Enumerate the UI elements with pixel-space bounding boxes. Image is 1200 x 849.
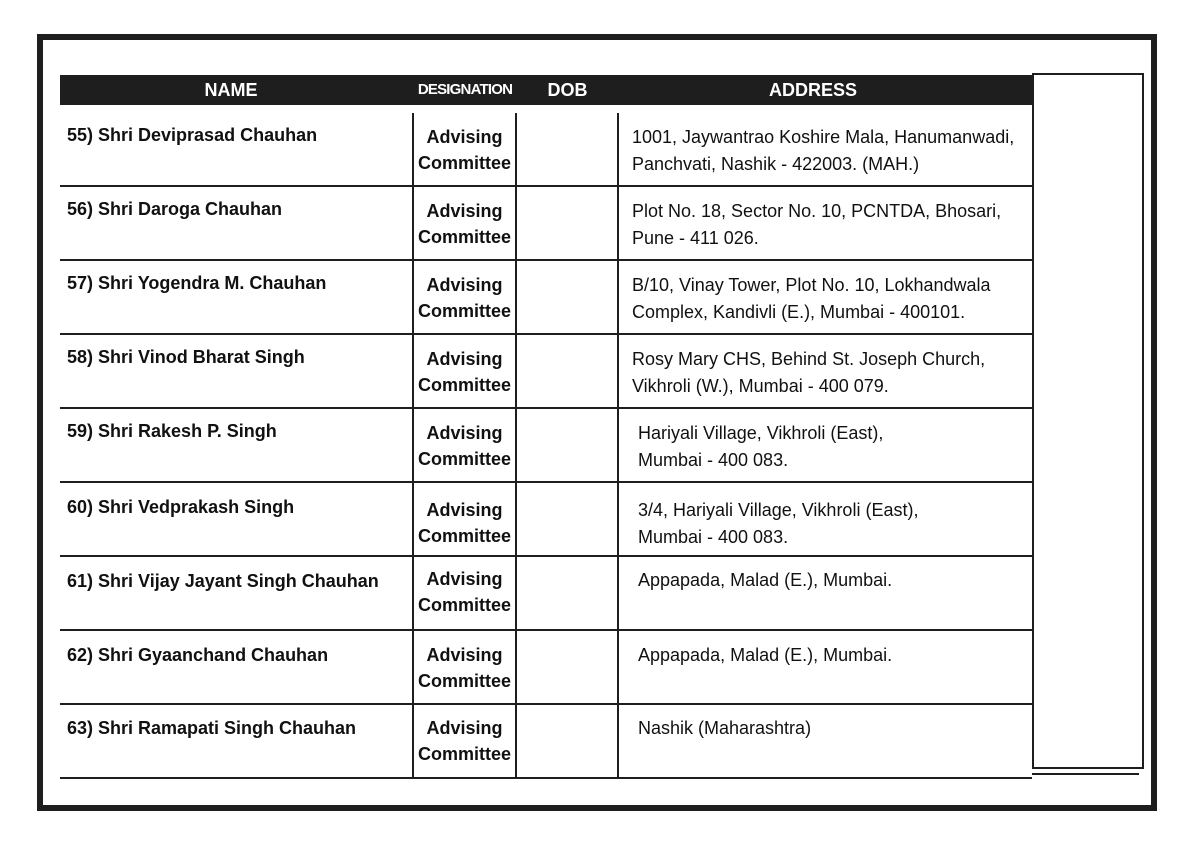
member-name: 60) Shri Vedprakash Singh xyxy=(67,497,295,517)
table-row xyxy=(60,705,1032,779)
photo-box xyxy=(1032,73,1144,769)
divider xyxy=(1032,773,1139,775)
member-address: Nashik (Maharashtra) xyxy=(617,705,1032,777)
member-name: 57) Shri Yogendra M. Chauhan xyxy=(67,273,327,293)
table-row xyxy=(60,483,1032,557)
header-address: ADDRESS xyxy=(768,80,857,100)
member-dob xyxy=(515,483,617,555)
member-table xyxy=(60,113,1032,779)
member-dob xyxy=(515,335,617,407)
member-address: 1001, Jaywantrao Koshire Mala, Hanumanwadi, Panchvati, Nashik - 422003. (MAH.) xyxy=(617,113,1032,185)
table-row xyxy=(60,631,1032,705)
member-designation: Advising Committee xyxy=(412,187,515,259)
member-dob xyxy=(515,187,617,259)
member-dob xyxy=(515,409,617,481)
member-designation: Advising Committee xyxy=(412,113,515,185)
member-designation: Advising Committee xyxy=(412,705,515,777)
header-designation: DESIGNATION xyxy=(417,81,513,98)
member-address: Hariyali Village, Vikhroli (East), Mumbai - 400 083. xyxy=(617,409,1032,481)
member-dob xyxy=(515,631,617,703)
table-row xyxy=(60,261,1032,335)
table-row xyxy=(60,409,1032,483)
member-address: Plot No. 18, Sector No. 10, PCNTDA, Bhosari, Pune - 411 026. xyxy=(617,187,1032,259)
member-designation: Advising Committee xyxy=(412,335,515,407)
table-row xyxy=(60,187,1032,261)
member-name: 61) Shri Vijay Jayant Singh Chauhan xyxy=(67,571,379,591)
header-dob: DOB xyxy=(547,80,588,100)
member-name: 56) Shri Daroga Chauhan xyxy=(67,199,283,219)
member-address: Appapada, Malad (E.), Mumbai. xyxy=(617,557,1032,629)
member-dob xyxy=(515,557,617,629)
member-designation: Advising Committee xyxy=(412,409,515,481)
member-name: 59) Shri Rakesh P. Singh xyxy=(67,421,277,441)
member-designation: Advising Committee xyxy=(412,261,515,333)
member-address: Appapada, Malad (E.), Mumbai. xyxy=(617,631,1032,703)
table-row xyxy=(60,113,1032,187)
table-header xyxy=(60,75,1032,105)
member-dob xyxy=(515,113,617,185)
table-row xyxy=(60,557,1032,631)
member-address: 3/4, Hariyali Village, Vikhroli (East), Mumbai - 400 083. xyxy=(617,483,1032,555)
member-designation: Advising Committee xyxy=(412,631,515,703)
member-designation: Advising Committee xyxy=(412,557,515,629)
member-dob xyxy=(515,705,617,777)
table-row xyxy=(60,335,1032,409)
member-name: 58) Shri Vinod Bharat Singh xyxy=(67,347,305,367)
member-name: 55) Shri Deviprasad Chauhan xyxy=(67,125,318,145)
header-name: NAME xyxy=(204,80,258,100)
member-name: 63) Shri Ramapati Singh Chauhan xyxy=(67,718,357,738)
member-designation: Advising Committee xyxy=(412,483,515,555)
member-address: Rosy Mary CHS, Behind St. Joseph Church, Vikhroli (W.), Mumbai - 400 079. xyxy=(617,335,1032,407)
member-address: B/10, Vinay Tower, Plot No. 10, Lokhandwala Complex, Kandivli (E.), Mumbai - 400101. xyxy=(617,261,1032,333)
member-name: 62) Shri Gyaanchand Chauhan xyxy=(67,645,329,665)
member-dob xyxy=(515,261,617,333)
